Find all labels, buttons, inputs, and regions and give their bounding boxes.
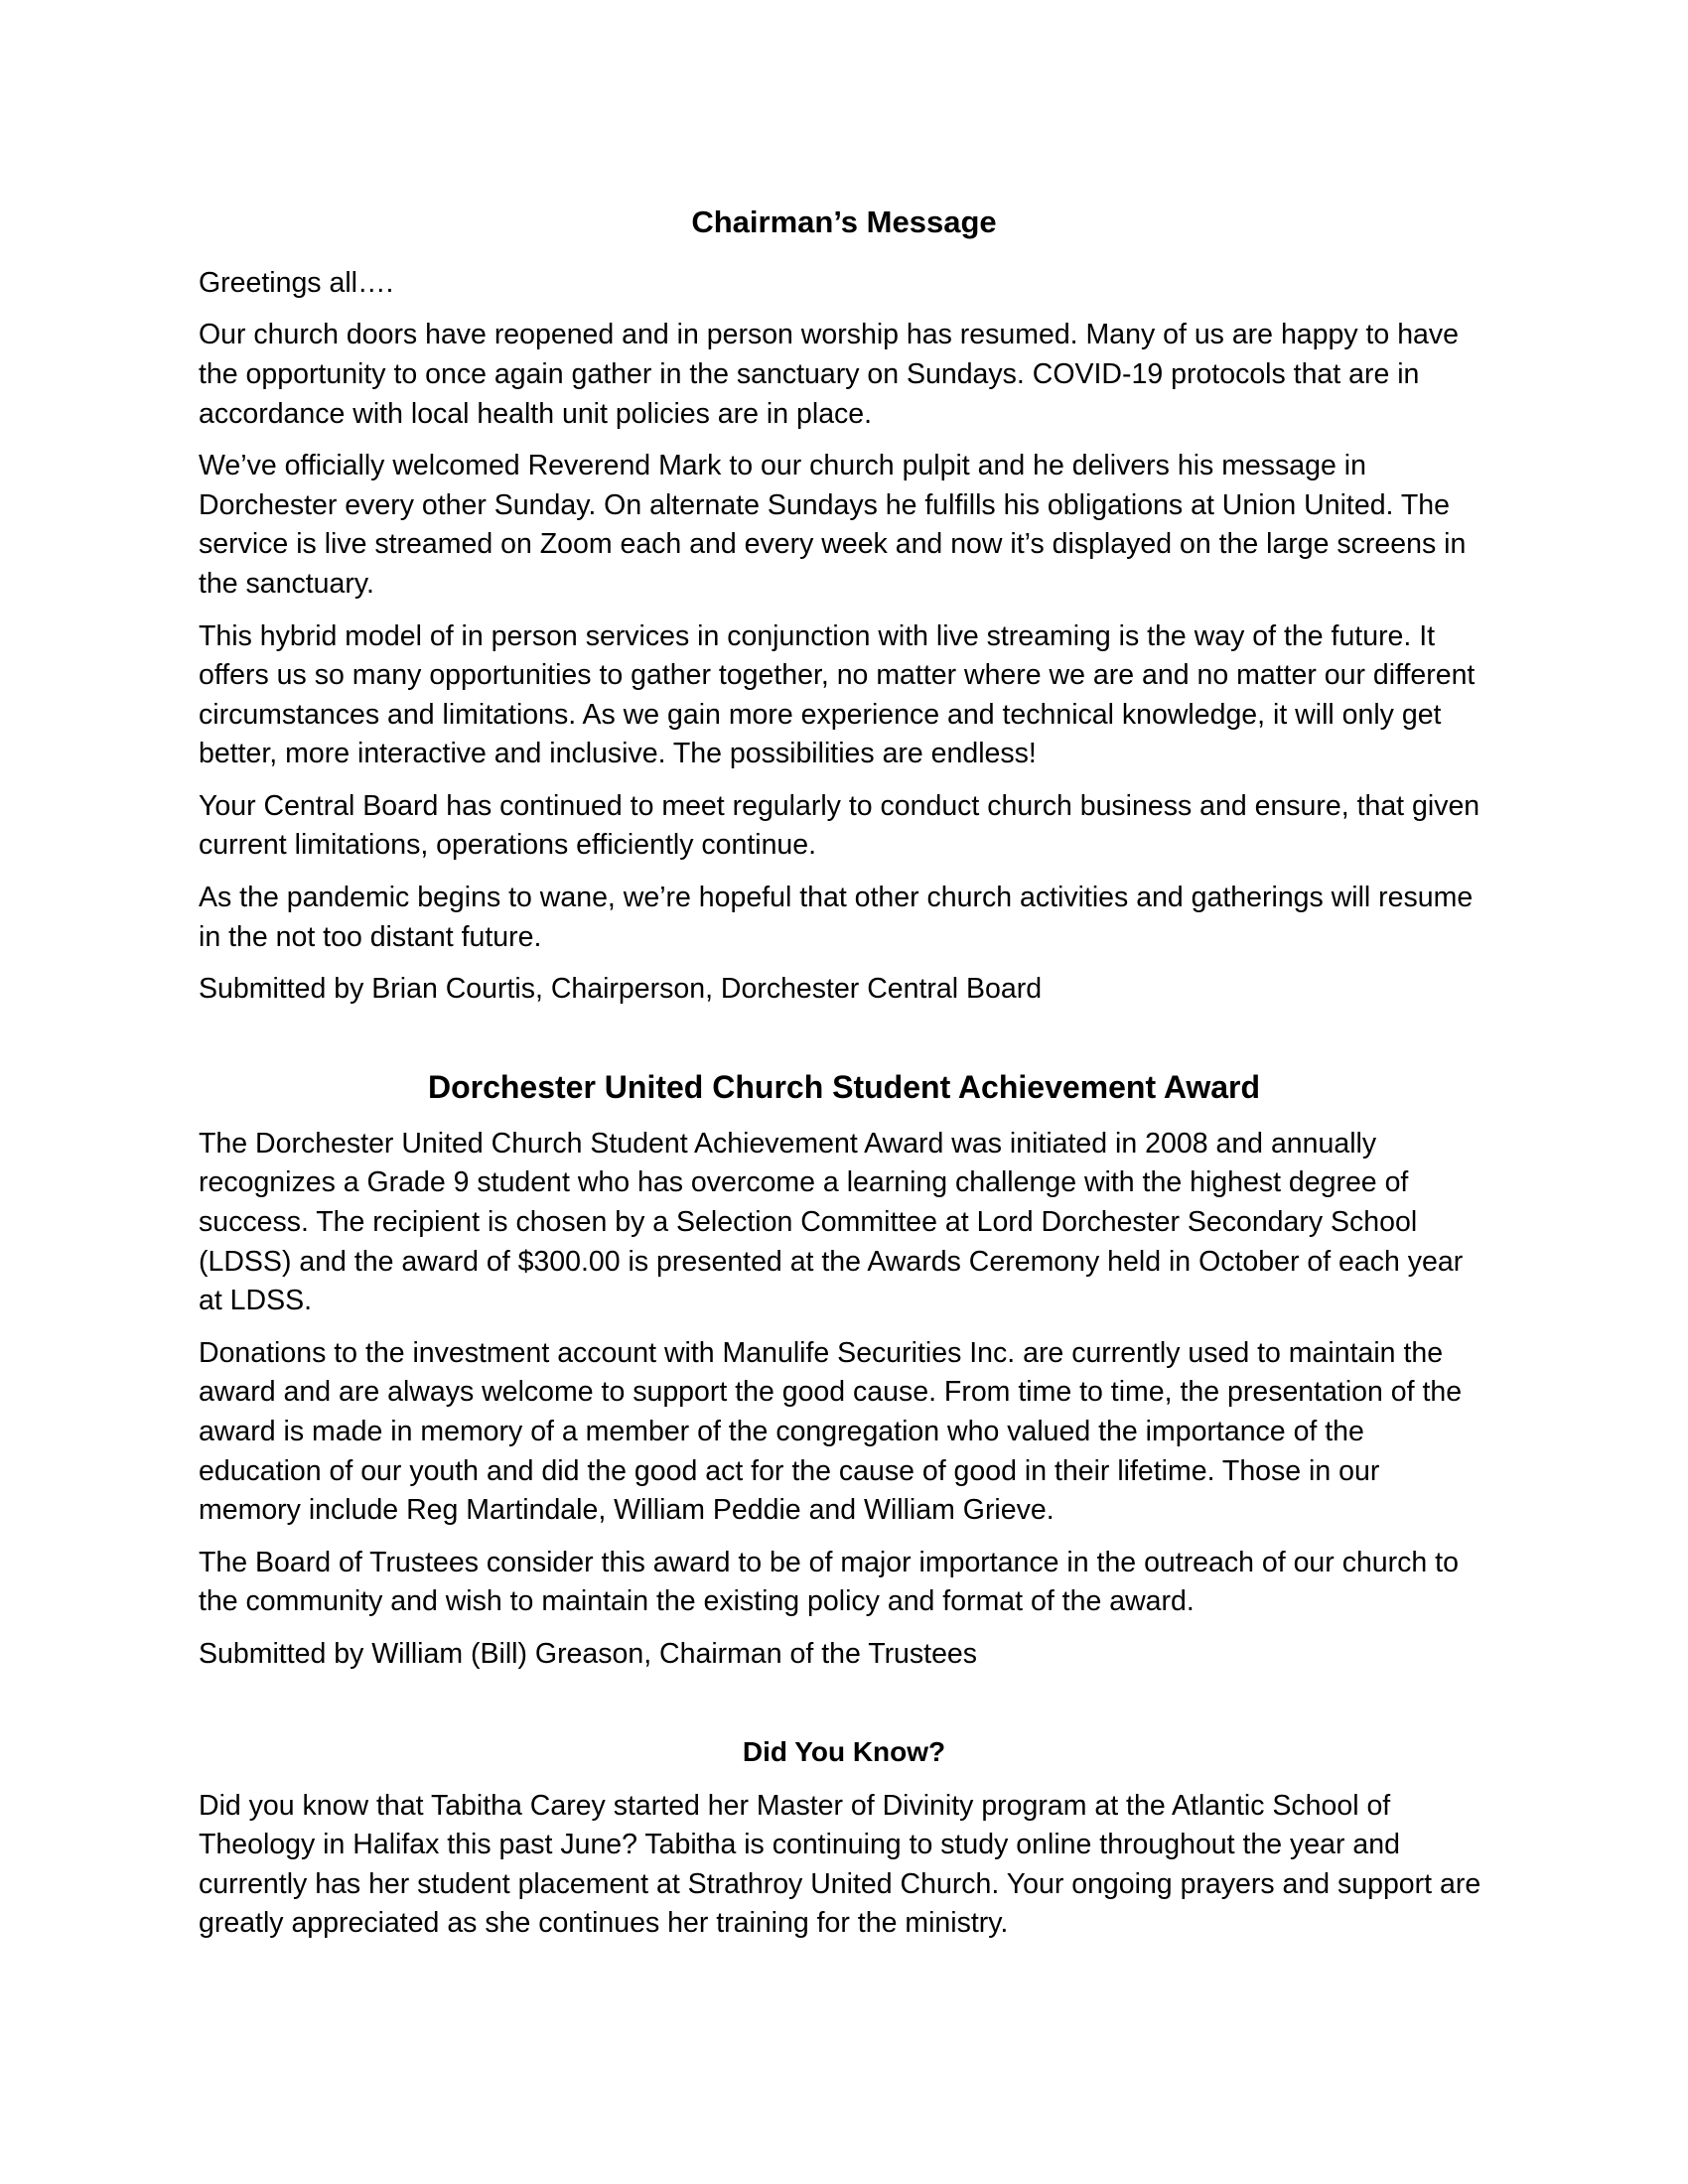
document-page [199, 204, 1489, 1957]
paragraph: Our church doors have reopened and in person worship has resumed. Many of us are happy to have the opportunity to once again gather in the sanctuary on Sundays. COVID-19 protocols that are in accordance with local health unit policies are in place. [199, 319, 1460, 430]
student-award-title: Dorchester United Church Student Achievement Award [427, 1068, 1261, 1105]
chairmans-message-section [199, 204, 1489, 1010]
paragraph: The Board of Trustees consider this award to be of major importance in the outreach of our church to the community and wish to maintain the existing policy and format of the award. [199, 1546, 1459, 1618]
paragraph: Did you know that Tabitha Carey started her Master of Divinity program at the Atlantic School of Theology in Halifax this past June? Tabitha is continuing to study online throughout the year and currently has her student placement at Strathroy United Church. Your ongoing prayers and support are greatly appreciated as she continues her training for the ministry. [199, 1789, 1481, 1940]
did-you-know-title: Did You Know? [742, 1735, 946, 1767]
paragraph: The Dorchester United Church Student Achievement Award was initiated in 2008 and annually recognizes a Grade 9 student who has overcome a learning challenge with the highest degree of success. The recipient is chosen by a Selection Committee at Lord Dorchester Secondary School (LDSS) and the award of $300.00 is presented at the Awards Ceremony held in October of each year at LDSS. [199, 1127, 1464, 1317]
student-award-section [199, 1067, 1489, 1675]
paragraph: Donations to the investment account with Manulife Securities Inc. are currently used to maintain the award and are always welcome to support the good cause. From time to time, the presentation of the award is made in memory of a member of the congregation who valued the importance of the education of our youth and did the good act for the cause of good in their lifetime. Those in our memory include Reg Martindale, William Peddie and William Grieve. [199, 1336, 1463, 1527]
chairmans-message-title: Chairman’s Message [691, 205, 997, 239]
did-you-know-section [199, 1734, 1489, 1944]
paragraph: As the pandemic begins to wane, we’re hopeful that other church activities and gatherings will resume in the not too distant future. [199, 882, 1474, 953]
signature: Submitted by William (Bill) Greason, Chairman of the Trustees [199, 1637, 978, 1670]
paragraph: Your Central Board has continued to meet regularly to conduct church business and ensure, that given current limitations, operations efficiently continue. [199, 789, 1480, 862]
paragraph: We’ve officially welcomed Reverend Mark to our church pulpit and he delivers his message in Dorchester every other Sunday. On alternate Sundays he fulfills his obligations at Union United. The service is live streamed on Zoom each and every week and now it’s displayed on the large screens in the sanctuary. [199, 450, 1467, 600]
greeting: Greetings all…. [199, 266, 394, 299]
signature: Submitted by Brian Courtis, Chairperson, Dorchester Central Board [199, 973, 1043, 1006]
paragraph: This hybrid model of in person services in conjunction with live streaming is the way of the future. It offers us so many opportunities to gather together, no matter where we are and no matter our different circumstances and limitations. As we gain more experience and technical knowledge, it will only get better, more interactive and inclusive. The possibilities are endless! [199, 619, 1476, 770]
